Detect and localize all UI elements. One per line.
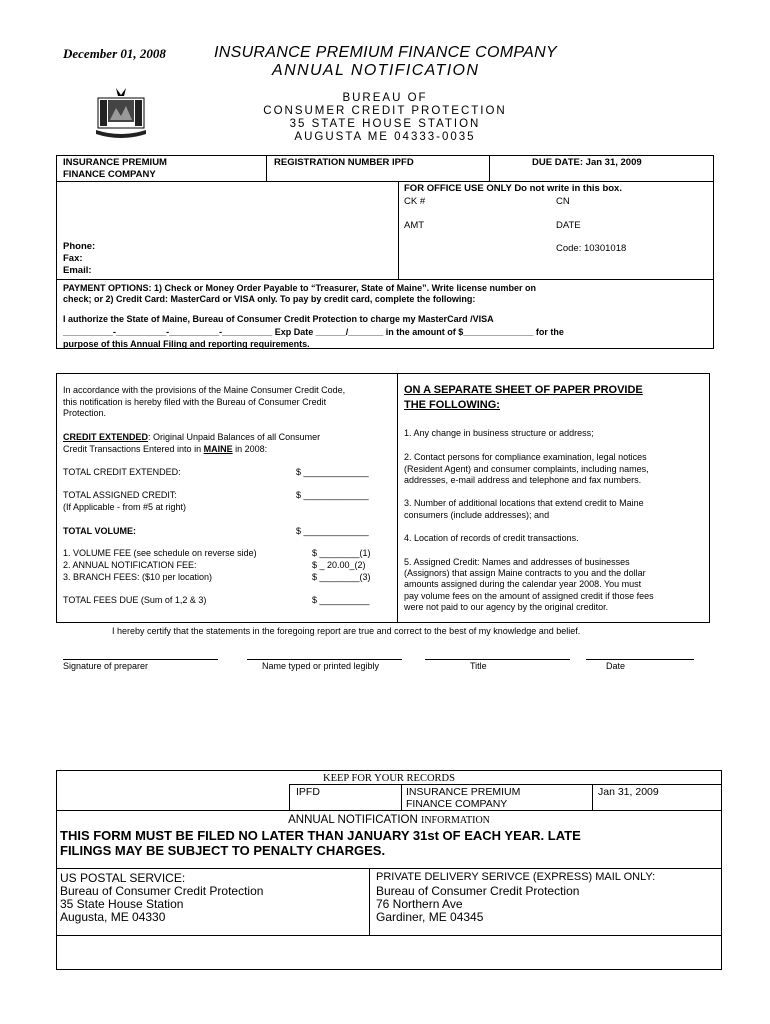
usps-line2: 35 State House Station [60,897,184,911]
fax-label: Fax: [63,253,83,264]
requirement-2-line2: (Resident Agent) and consumer complaints, including names, [404,464,649,474]
bureau-line-3: 35 STATE HOUSE STATION [289,118,481,130]
payment-purpose: purpose of this Annual Filing and reporting requirements. [63,339,310,349]
registration-number-label: REGISTRATION NUMBER IPFD [274,157,414,168]
private-delivery-line1: Bureau of Consumer Credit Protection [376,884,580,898]
volume-fee-field[interactable]: $ ________(1) [312,548,371,558]
card-authorization: I authorize the State of Maine, Bureau of Consumer Credit Protection to charge my MasterCard /VISA [63,314,494,324]
date-sign-label: Date [606,661,626,671]
total-fees-field[interactable]: $ __________ [312,595,370,605]
code-label: Code: 10301018 [556,243,627,254]
total-volume-field[interactable]: $ _____________ [296,526,369,536]
requirement-5-line1: 5. Assigned Credit: Names and addresses of businesses [404,557,630,567]
notice-date: December 01, 2008 [63,46,166,61]
ck-label: CK # [404,196,426,207]
due-date-label: DUE DATE: Jan 31, 2009 [532,157,642,168]
stub-info-title: ANNUAL NOTIFICATION INFORMATION [288,814,490,826]
separate-sheet-heading-1: ON A SEPARATE SHEET OF PAPER PROVIDE [404,384,643,396]
signature-line[interactable] [63,659,218,660]
annual-fee-field: $ _ 20.00_(2) [312,560,366,570]
form-title: INSURANCE PREMIUM FINANCE COMPANY [214,44,557,61]
credit-extended-label: CREDIT EXTENDED [63,432,149,442]
amt-label: AMT [404,220,425,231]
cn-label: CN [556,196,570,207]
requirement-3-line2: consumers (include addresses); and [404,510,550,520]
filing-warning-line2: FILINGS MAY BE SUBJECT TO PENALTY CHARGES. [60,843,386,858]
total-assigned-field[interactable]: $ _____________ [296,490,369,500]
branch-fee-label: 3. BRANCH FEES: ($10 per location) [63,572,213,582]
total-credit-field[interactable]: $ _____________ [296,467,369,477]
total-fees-label: TOTAL FEES DUE (Sum of 1,2 & 3) [63,595,207,605]
records-stub [56,770,722,970]
filing-warning-line1: THIS FORM MUST BE FILED NO LATER THAN JANUARY 31st OF EACH YEAR. LATE [60,828,581,843]
payment-options-line2: check; or 2) Credit Card: MasterCard or VISA only. To pay by credit card, complete the following: [63,294,476,304]
stub-company-line2: FINANCE COMPANY [406,798,508,810]
intro-line2: this notification is hereby filed with the Bureau of Consumer Credit [63,397,327,407]
bureau-line-1: BUREAU OF [342,92,428,104]
private-delivery-title: PRIVATE DELIVERY SERIVCE (EXPRESS) MAIL ONLY: [376,871,656,883]
intro-line1: In accordance with the provisions of the Maine Consumer Credit Code, [63,385,346,395]
usps-title: US POSTAL SERVICE: [60,871,186,885]
total-credit-label: TOTAL CREDIT EXTENDED: [63,467,181,477]
requirement-5-line2: (Assignors) that assign Maine contracts to you and the dollar [404,568,646,578]
bureau-line-2: CONSUMER CREDIT PROTECTION [263,105,507,117]
company-label-line2: FINANCE COMPANY [63,169,156,180]
payment-options-line1: PAYMENT OPTIONS: 1) Check or Money Order Payable to “Treasurer, State of Maine”. Write license number on [63,283,536,293]
signature-label: Signature of preparer [63,661,149,671]
date-label: DATE [556,220,581,231]
intro-line3: Protection. [63,408,107,418]
private-delivery-line2: 76 Northern Ave [376,897,463,911]
credit-extended-text2: Credit Transactions Entered into in MAINE in 2008: [63,444,268,454]
stub-ipfd-label: IPFD [296,786,320,798]
stub-due-date: Jan 31, 2009 [598,786,659,798]
branch-fee-field[interactable]: $ ________(3) [312,572,371,582]
requirement-1: 1. Any change in business structure or address; [404,428,594,438]
requirement-5-line5: were not paid to our agency by the original creditor. [404,602,609,612]
card-number-line: __________-__________-__________-__________ Exp Date ______/_______ in the amount of $______________ for the [63,327,564,337]
phone-label: Phone: [63,241,96,252]
credit-extended-text: CREDIT EXTENDED: Original Unpaid Balances of all Consumer [63,432,321,442]
annual-fee-label: 2. ANNUAL NOTIFICATION FEE: [63,560,197,570]
certification-statement: I hereby certify that the statements in the foregoing report are true and correct to the best of my knowledge and belief. [112,626,581,636]
requirement-4: 4. Location of records of credit transactions. [404,533,579,543]
requirement-5-line4: pay volume fees on the amount of assigned credit if those fees [404,591,654,601]
maine-label: MAINE [203,444,233,454]
requirement-2-line1: 2. Contact persons for compliance examination, legal notices [404,452,647,462]
usps-line3: Augusta, ME 04330 [60,910,166,924]
title-line[interactable] [425,659,570,660]
usps-line1: Bureau of Consumer Credit Protection [60,884,264,898]
form-subtitle: ANNUAL NOTIFICATION [272,62,480,79]
total-assigned-label: TOTAL ASSIGNED CREDIT: [63,490,177,500]
requirement-3-line1: 3. Number of additional locations that extend credit to Maine [404,498,644,508]
stub-company-line1: INSURANCE PREMIUM [406,786,521,798]
bureau-line-4: AUGUSTA ME 04333-0035 [294,131,476,143]
total-volume-label: TOTAL VOLUME: [63,526,136,536]
email-label: Email: [63,265,92,276]
volume-fee-label: 1. VOLUME FEE (see schedule on reverse side) [63,548,257,558]
requirement-5-line3: amounts assigned during the calendar year 2008. You must [404,579,642,589]
company-label-line1: INSURANCE PREMIUM [63,157,167,168]
total-assigned-note: (If Applicable - from #5 at right) [63,502,187,512]
date-line[interactable] [586,659,694,660]
keep-records-label: KEEP FOR YOUR RECORDS [323,773,455,784]
title-label: Title [470,661,487,671]
office-use-label: FOR OFFICE USE ONLY Do not write in this box. [404,183,622,194]
requirement-2-line3: addresses, e-mail address and telephone and fax numbers. [404,475,642,485]
private-delivery-line3: Gardiner, ME 04345 [376,910,484,924]
name-line[interactable] [247,659,402,660]
name-typed-label: Name typed or printed legibly [262,661,380,671]
separate-sheet-heading-2: THE FOLLOWING: [404,399,500,411]
